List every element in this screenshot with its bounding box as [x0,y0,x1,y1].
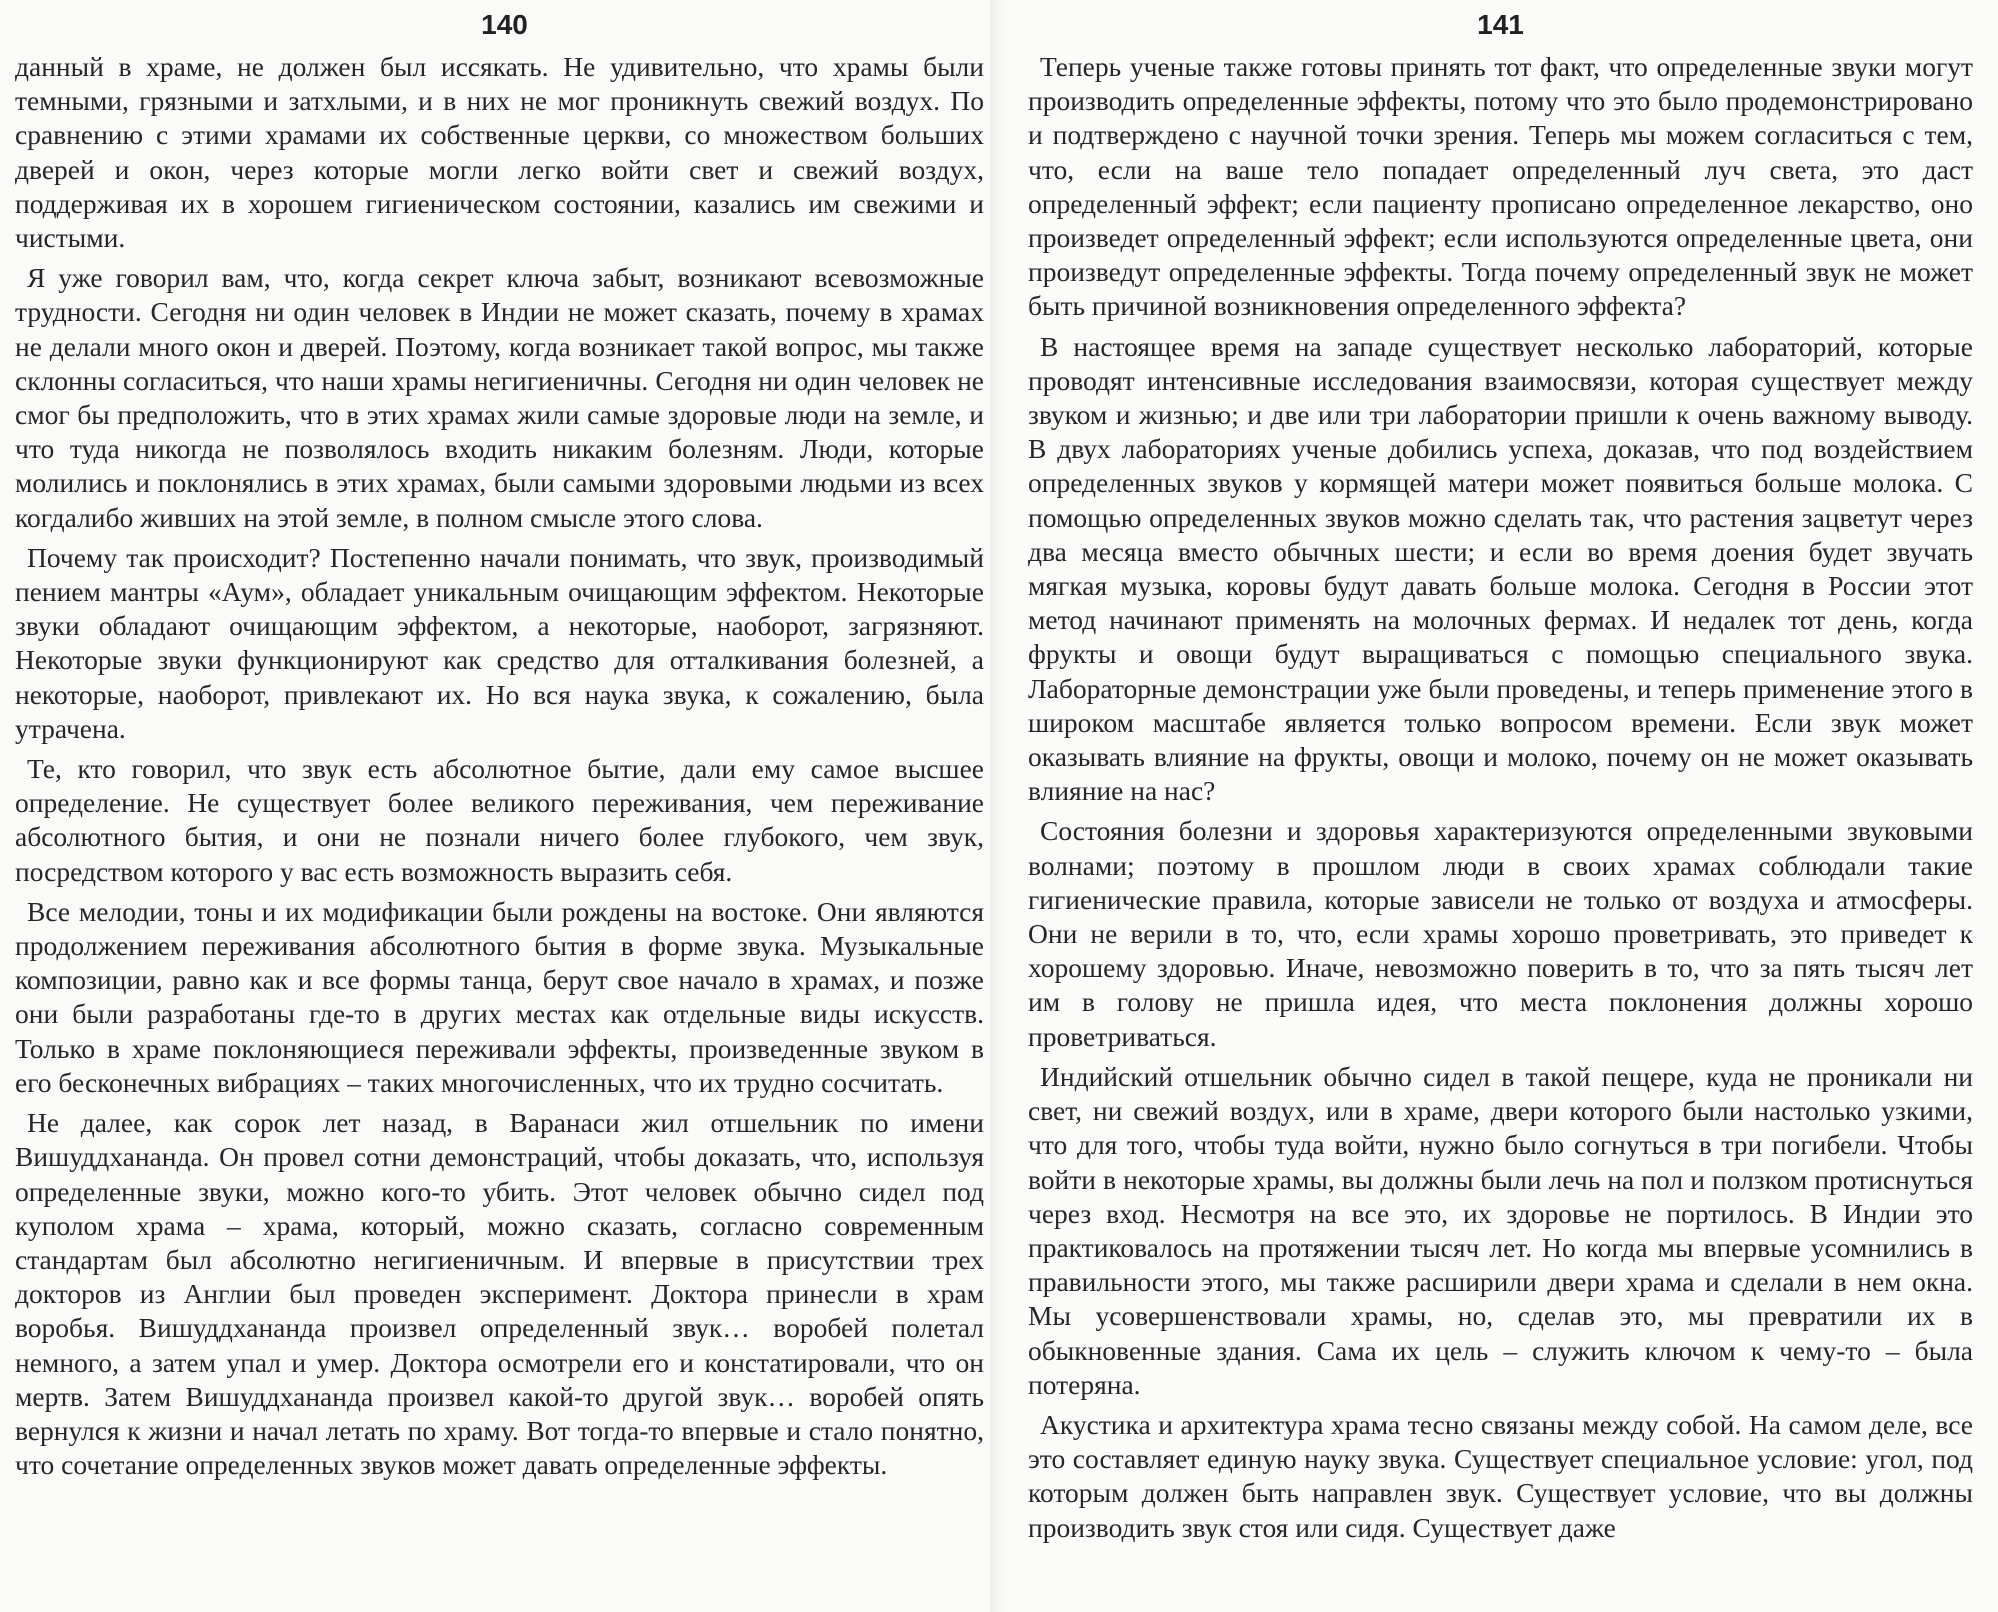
paragraph: Почему так происходит? Постепенно начали понимать, что звук, производимый пением мантры «Аум», обладает уникальным очищающим эффектом. Некоторые звуки обладают очищающим эффектом, а некоторые, наоборот, загрязняют. Некоторые звуки функционируют как средство для отталкивания болезней, а некоторые, наоборот, привлекают их. Но вся наука звука, к сожалению, была утрачена. [15,541,984,744]
left-page [0,0,990,1612]
paragraph: Все мелодии, тоны и их модификации были рождены на востоке. Они являются продолжением переживания абсолютного бытия в форме звука. Музыкальные композиции, равно как и все формы танца, берут свое начало в храмах, и позже они были разработаны где-то в других местах как отдельные виды искусств. Только в храме поклоняющиеся переживали эффекты, произведенные звуком в его бесконечных вибрациях – таких многочисленных, что их трудно сосчитать. [15,895,984,1098]
paragraph: В настоящее время на западе существует несколько лабораторий, которые проводят интенсивные исследования взаимосвязи, которая существует между звуком и жизнью; и две или три лаборатории пришли к очень важному выводу. В двух лабораториях ученые добились успеха, доказав, что под воздействием определенных звуков у кормящей матери может появиться больше молока. С помощью определенных звуков можно сделать так, что растения зацветут через два месяца вместо обычных шести; и если во время доения будет звучать мягкая музыка, коровы будут давать больше молока. Сегодня в России этот метод начинают применять на молочных фермах. И недалек тот день, когда фрукты и овощи будут выращиваться с помощью специального звука. Лабораторные демонстрации уже были проведены, и теперь применение этого в широком масштабе является только вопросом времени. Если звук может оказывать влияние на фрукты, овощи и молоко, почему он не может оказывать влияние на нас? [1028,330,1973,807]
book-gutter [990,0,1010,1612]
paragraph: Теперь ученые также готовы принять тот факт, что определенные звуки могут производить определенные эффекты, потому что это было продемонстрировано и подтверждено с научной точки зрения. Теперь мы можем согласиться с тем, что, если на ваше тело попадает определенный луч света, это даст определенный эффект; если пациенту прописано определенное лекарство, оно произведет определенный эффект; если используются определенные цвета, они произведут определенные эффекты. Тогда почему определенный звук не может быть причиной возникновения определенного эффекта? [1028,51,1973,322]
paragraph: Состояния болезни и здоровья характеризуются определенными звуковыми волнами; поэтому в прошлом люди в своих храмах соблюдали такие гигиенические правила, которые зависели не только от воздуха и атмосферы. Они не верили в то, что, если храмы хорошо проветривать, это приведет к хорошему здоровью. Иначе, невозможно поверить в то, что за пять тысяч лет им в голову не пришла идея, что места поклонения должны хорошо проветриваться. [1028,815,1973,1052]
paragraph: Те, кто говорил, что звук есть абсолютное бытие, дали ему самое высшее определение. Не существует более великого переживания, чем переживание абсолютного бытия, и они не познали ничего более глубокого, чем звук, посредством которого у вас есть возможность выразить себя. [15,753,984,887]
page-number: 141 [1477,9,1524,40]
page-body [1028,50,1973,1545]
page-number: 140 [481,9,528,40]
paragraph: Акустика и архитектура храма тесно связаны между собой. На самом деле, все это составляет единую науку звука. Существует специальное условие: угол, под которым должен быть направлен звук. Существует условие, что вы должны производить звук стоя или сидя. Существует даже [1028,1408,1973,1543]
right-page [1010,0,1998,1612]
paragraph: Не далее, как сорок лет назад, в Варанаси жил отшельник по имени Вишуддхананда. Он провел сотни демонстраций, чтобы доказать, что, используя определенные звуки, можно кого-то убить. Этот человек обычно сидел под куполом храма – храма, который, можно сказать, согласно современным стандартам был абсолютно негигиеничным. И впервые в присутствии трех докторов из Англии был проведен эксперимент. Доктора принесли в храм воробья. Вишуддхананда произвел определенный звук… воробей полетал немного, а затем упал и умер. Доктора осмотрели его и констатировали, что он мертв. Затем Вишуддхананда произвел какой-то другой звук… воробей опять вернулся к жизни и начал летать по храму. Вот тогда-то впервые и стало понятно, что сочетание определенных звуков может давать определенные эффекты. [15,1107,984,1481]
paragraph: Индийский отшельник обычно сидел в такой пещере, куда не проникали ни свет, ни свежий воздух, или в храме, двери которого были настолько узкими, что для того, чтобы туда войти, нужно было согнуться в три погибели. Чтобы войти в некоторые храмы, вы должны были лечь на пол и ползком протиснуться через вход. Несмотря на все это, их здоровье не портилось. В Индии это практиковалось на протяжении тысяч лет. Но когда мы впервые усомнились в правильности этого, мы также расширили двери храма и сделали в нем окна. Мы усовершенствовали храмы, но, сделав это, мы превратили их в обыкновенные здания. Сама их цель – служить ключом к чему-то – была потеряна. [1028,1060,1973,1400]
paragraph: данный в храме, не должен был иссякать. Не удивительно, что храмы были темными, грязными и затхлыми, и в них не мог проникнуть свежий воздух. По сравнению с этими храмами их собственные церкви, со множеством больших дверей и окон, через которые могли легко войти свет и свежий воздух, поддерживая их в хорошем гигиеническом состоянии, казались им свежими и чистыми. [15,51,984,254]
paragraph: Я уже говорил вам, что, когда секрет ключа забыт, возникают всевозможные трудности. Сегодня ни один человек в Индии не может сказать, почему в храмах не делали много окон и дверей. Поэтому, когда возникает такой вопрос, мы также склонны согласиться, что наши храмы негигиеничны. Сегодня ни один человек не смог бы предположить, что в этих храмах жили самые здоровые люди на земле, и что туда никогда не позволялось входить никаким болезням. Люди, которые молились и поклонялись в этих храмах, были самыми здоровыми людьми из всех когдалибо живших на этой земле, в полном смысле этого слова. [15,262,984,533]
page-body [15,50,984,1482]
